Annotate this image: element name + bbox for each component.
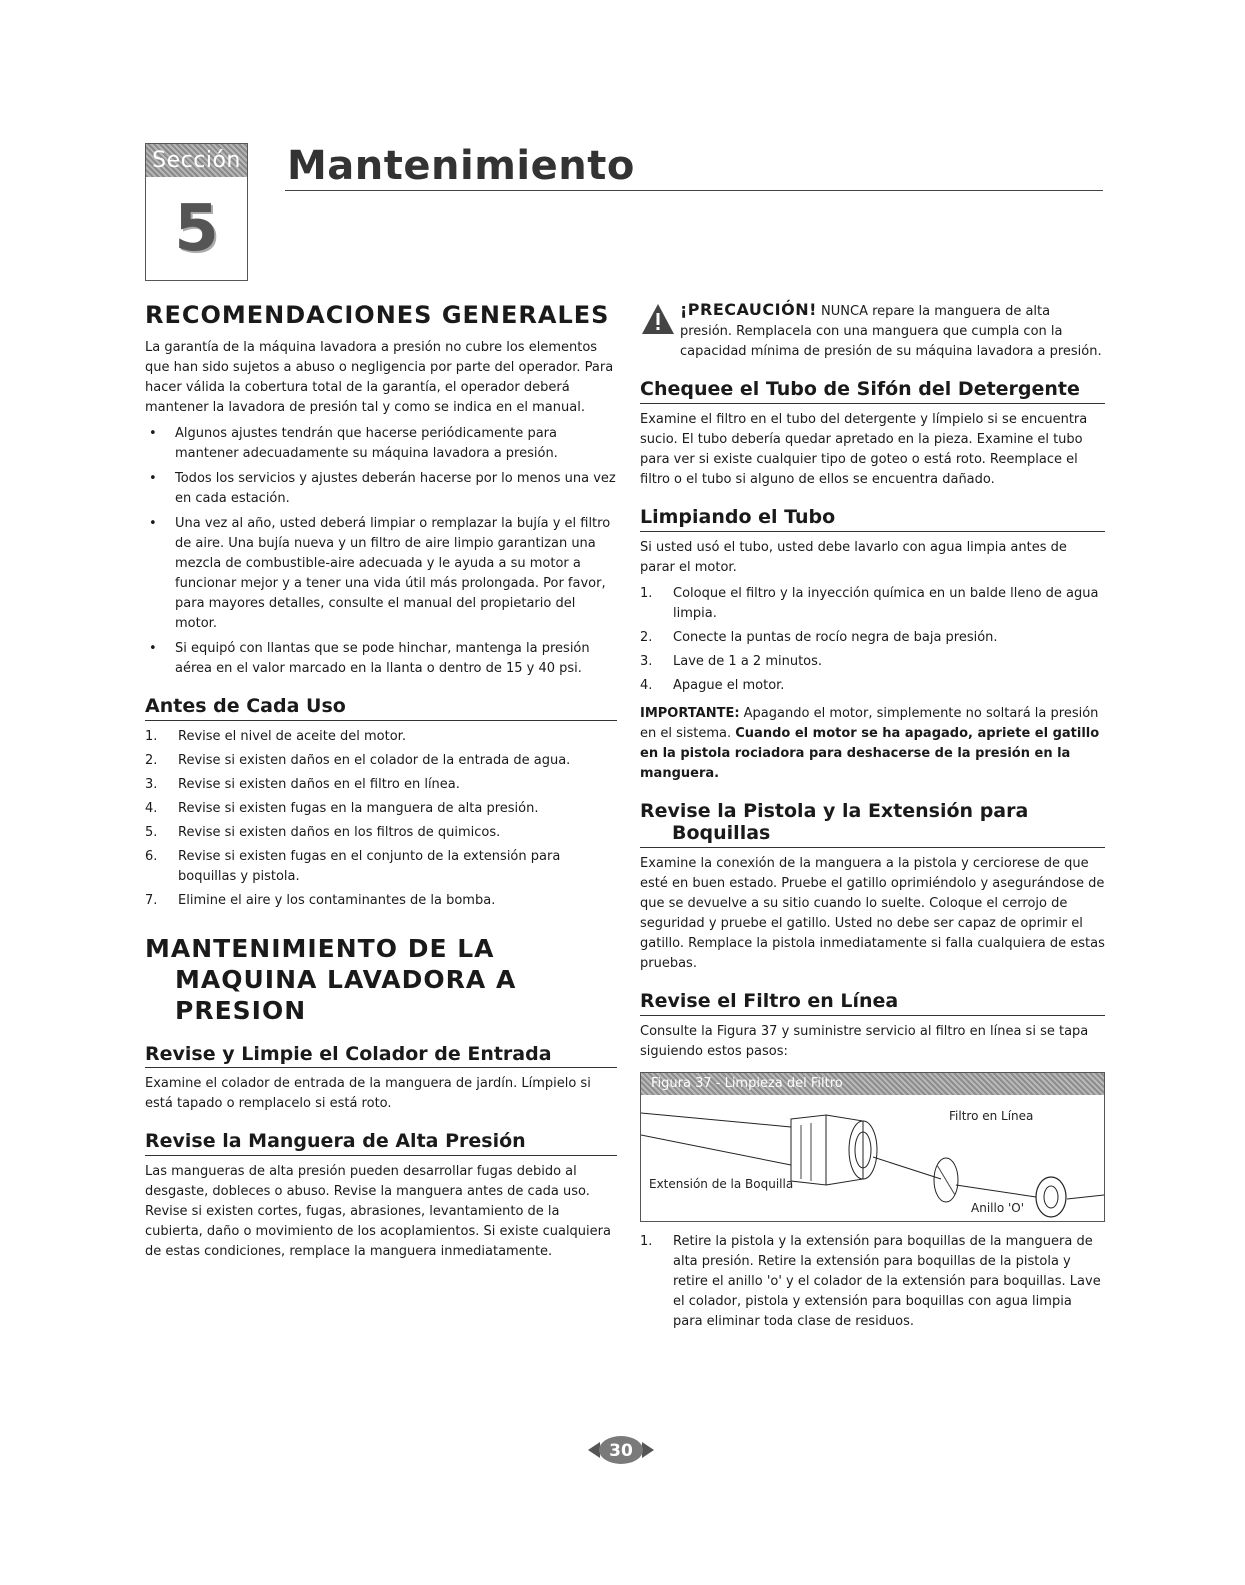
caution-notice [640,300,1105,362]
high-pressure-hose-text: Las mangueras de alta presión pueden desarrollar fugas debido al desgaste, dobleces o abuso. Revise la manguera antes de cada uso. Revise si existen cortes, fugas, abrasiones, levantamiento de la cubierta, daño o movimiento de los acoplamientos. Si existe cualquiera de estas condiciones, remplace la manguera inmediatamente. [145,1164,611,1260]
caution-text: NUNCA repare la manguera de alta presión. Remplacela con una manguera que cumpla con la capacidad mínima de presión de su máquina lavadora a presión. [680,304,1102,359]
important-note: IMPORTANTE: Apagando el motor, simplemente no soltará la presión en el sistema. Cuando el motor se ha apagado, apriete el gatillo en la pistola rociadora para deshacerse de la presión en la manguera. [640,705,1100,781]
list-item: • Todos los servicios y ajustes deberán hacerse por lo menos una vez en cada estación. [145,469,617,509]
section-label: Sección [146,144,247,177]
list-item: 4. Revise si existen fugas en la manguera de alta presión. [145,800,539,816]
warning-triangle-icon [640,302,676,336]
maintenance-heading: MANTENIMIENTO DE LA MAQUINA LAVADORA A PRESION [145,933,517,1026]
left-column [145,300,617,1268]
title-divider [285,190,1103,191]
recommendations-list [145,424,617,679]
list-item: • Si equipó con llantas que se pode hinchar, mantenga la presión aérea en el valor marcado en la llanta o dentro de 15 y 40 psi. [145,639,617,679]
inline-filter-text: Consulte la Figura 37 y suministre servicio al filtro en línea si se tapa siguiendo estos pasos: [640,1023,1089,1059]
page-number-badge [588,1434,654,1466]
list-item: 1. Revise el nivel de aceite del motor. [145,728,406,744]
page-title: Mantenimiento [287,143,635,189]
filter-steps-list [640,1232,1105,1332]
list-item: • Algunos ajustes tendrán que hacerse periódicamente para mantener adecuadamente su máquina lavadora a presión. [145,424,617,464]
inline-filter-heading: Revise el Filtro en Línea [640,990,1105,1016]
label-o-ring: Anillo 'O' [971,1200,1025,1215]
label-inline-filter: Filtro en Línea [949,1108,1034,1123]
cleaning-tube-list [640,584,1105,696]
section-number: 5 [174,192,219,266]
before-each-use-list [145,727,617,911]
label-nozzle-extension: Extensión de la Boquilla [649,1176,794,1191]
list-item: 2. Revise si existen daños en el colador de la entrada de agua. [145,752,571,768]
list-item: 1. Coloque el filtro y la inyección química en un balde lleno de agua limpia. [640,585,1099,621]
before-each-use-heading: Antes de Cada Uso [145,695,617,721]
list-item: 1. Retire la pistola y la extensión para boquillas de la manguera de alta presión. Retire la extensión para boquillas de la pistola y retire el anillo 'o' y el colador de la extensión para boquillas. Lave el colador, pistola y extensión para boquillas con agua limpia para eliminar toda clase de residuos. [640,1233,1101,1329]
list-item: 4. Apague el motor. [640,677,785,693]
filter-diagram [641,1095,1104,1219]
list-item: 2. Conecte la puntas de rocío negra de baja presión. [640,629,998,645]
recommendations-paragraph: La garantía de la máquina lavadora a presión no cubre los elementos que han sido sujetos a abuso o negligencia por parte del operador. Para hacer válida la cobertura total de la garantía, el operador deberá mantener la lavadora de presión tal y como se indica en el manual. [145,340,614,415]
siphon-tube-text: Examine el filtro en el tubo del detergente y límpielo si se encuentra sucio. El tubo debería quedar apretado en la pieza. Examine el tubo para ver si existe cualquier tipo de goteo o está roto. Reemplace el filtro o el tubo si alguno de ellos se encuentra dañado. [640,411,1088,487]
siphon-tube-heading: Chequee el Tubo de Sifón del Detergente [640,378,1105,404]
cleaning-tube-heading: Limpiando el Tubo [640,506,1105,532]
list-item: 7. Elimine el aire y los contaminantes de la bomba. [145,892,496,908]
inlet-strainer-text: Examine el colador de entrada de la manguera de jardín. Límpielo si está tapado o remplacelo si está roto. [145,1076,591,1112]
list-item: 3. Lave de 1 a 2 minutos. [640,653,823,669]
gun-extension-text: Examine la conexión de la manguera a la pistola y cerciorese de que esté en buen estado. Pruebe el gatillo oprimiéndolo y asegurándose de que se devuelve a su sitio cuando lo suelte. Coloque el cerrojo de seguridad y pruebe el gatillo. Usted no debe ser capaz de oprimir el gatillo. Remplace la pistola inmediatamente si falla cualquiera de estas pruebas. [640,856,1105,972]
page-number: 30 [609,1441,633,1461]
list-item: 5. Revise si existen daños en los filtros de quimicos. [145,824,501,840]
high-pressure-hose-heading: Revise la Manguera de Alta Presión [145,1130,617,1156]
figure-caption: Figura 37 - Limpieza del Filtro [641,1073,1104,1095]
list-item: • Una vez al año, usted deberá limpiar o remplazar la bujía y el filtro de aire. Una bujía nueva y un filtro de aire limpio garantizan una mezcla de combustible-aire adecuada y le ayuda a su motor a funcionar mejor y a tener una vida útil más prolongada. Por favor, para mayores detalles, consulte el manual del propietario del motor. [145,514,617,634]
section-badge [145,143,248,281]
cleaning-tube-text: Si usted usó el tubo, usted debe lavarlo con agua limpia antes de parar el motor. [640,539,1067,575]
gun-extension-heading: Revise la Pistola y la Extensión para Boquillas [640,800,1105,849]
caution-lead: ¡PRECAUCIÓN! [680,300,817,319]
filter-figure [640,1072,1105,1222]
list-item: 3. Revise si existen daños en el filtro en línea. [145,776,460,792]
inlet-strainer-heading: Revise y Limpie el Colador de Entrada [145,1043,617,1069]
list-item: 6. Revise si existen fugas en el conjunto de la extensión para boquillas y pistola. [145,848,561,884]
recommendations-heading: RECOMENDACIONES GENERALES [145,301,610,329]
right-column [640,300,1105,1340]
